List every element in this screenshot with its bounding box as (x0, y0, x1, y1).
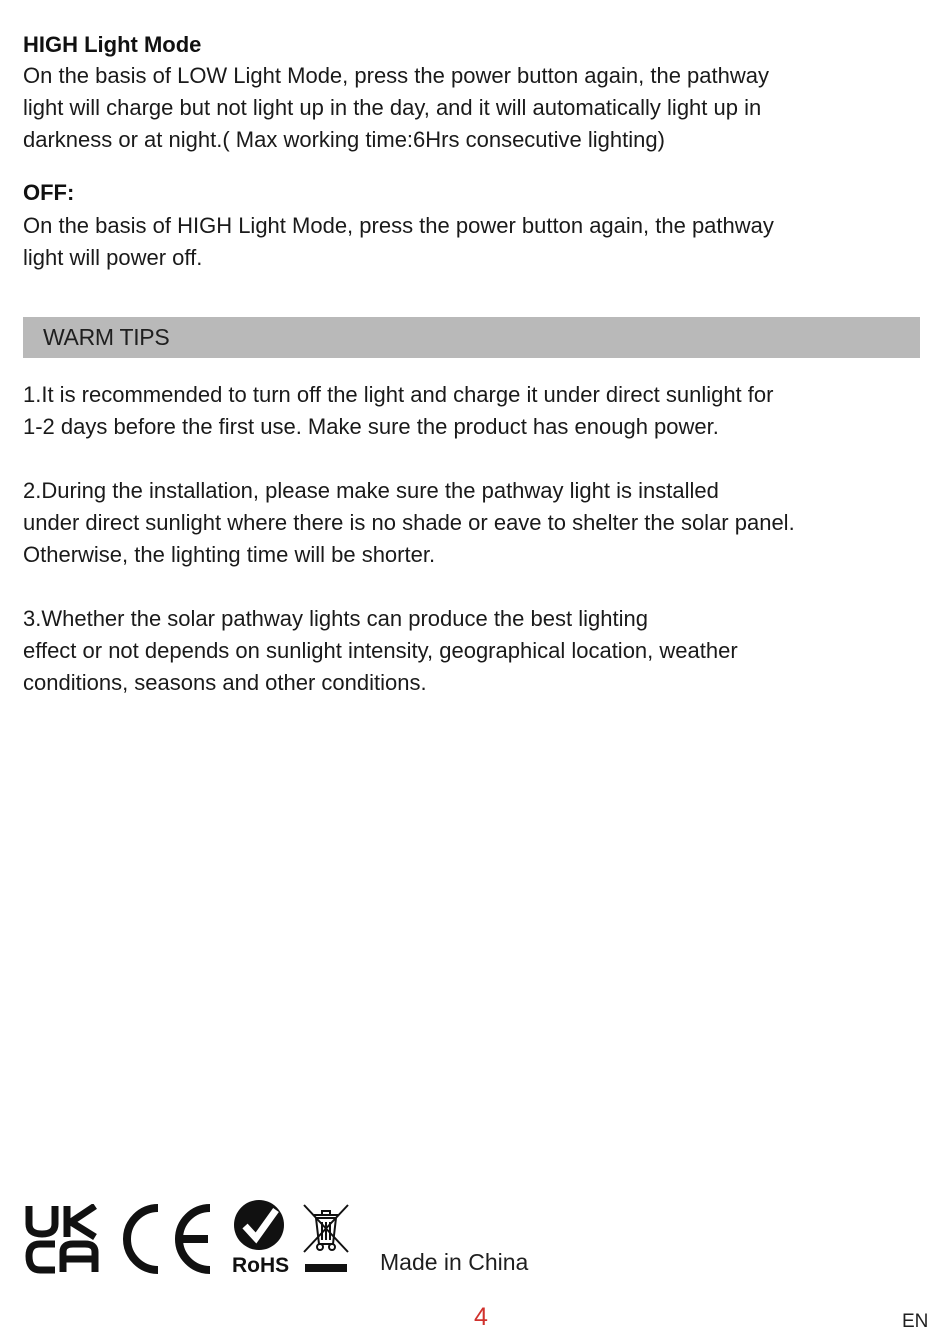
off-mode-section (23, 179, 923, 274)
high-light-mode-text: On the basis of LOW Light Mode, press the power button again, the pathway light will charge but not light up in the day, and it will automatically light up in darkness or at night.( Max working time:6Hrs consecutive lighting) (23, 63, 769, 152)
certification-logos (25, 1198, 365, 1278)
weee-bin-icon (301, 1202, 351, 1276)
tip-1-text: 1.It is recommended to turn off the light and charge it under direct sunlight for 1-2 days before the first use. Make sure the product has enough power. (23, 382, 774, 439)
tip-item (23, 603, 923, 699)
warm-tips-title: WARM TIPS (43, 324, 170, 350)
ukca-mark-icon (25, 1204, 99, 1274)
high-light-mode-section (23, 31, 923, 156)
page-number: 4 (474, 1303, 488, 1331)
ce-mark-icon (122, 1204, 218, 1274)
tip-item (23, 379, 923, 443)
off-mode-heading: OFF: (23, 180, 75, 205)
svg-text:RoHS: RoHS (232, 1254, 290, 1276)
tip-item (23, 475, 923, 571)
high-light-mode-heading: HIGH Light Mode (23, 32, 202, 57)
language-label: EN (902, 1311, 929, 1332)
rohs-mark-icon (230, 1200, 294, 1276)
tip-3-text: 3.Whether the solar pathway lights can produce the best lighting effect or not depends on sunlight intensity, geographical location, weather conditions, seasons and other conditions. (23, 606, 738, 695)
warm-tips-bar (23, 317, 920, 358)
tip-2-text: 2.During the installation, please make sure the pathway light is installed under direct sunlight where there is no shade or eave to shelter the solar panel. Otherwise, the lighting time will be shorter. (23, 478, 795, 567)
made-in-label: Made in China (380, 1249, 529, 1275)
off-mode-text: On the basis of HIGH Light Mode, press the power button again, the pathway light will power off. (23, 213, 774, 270)
